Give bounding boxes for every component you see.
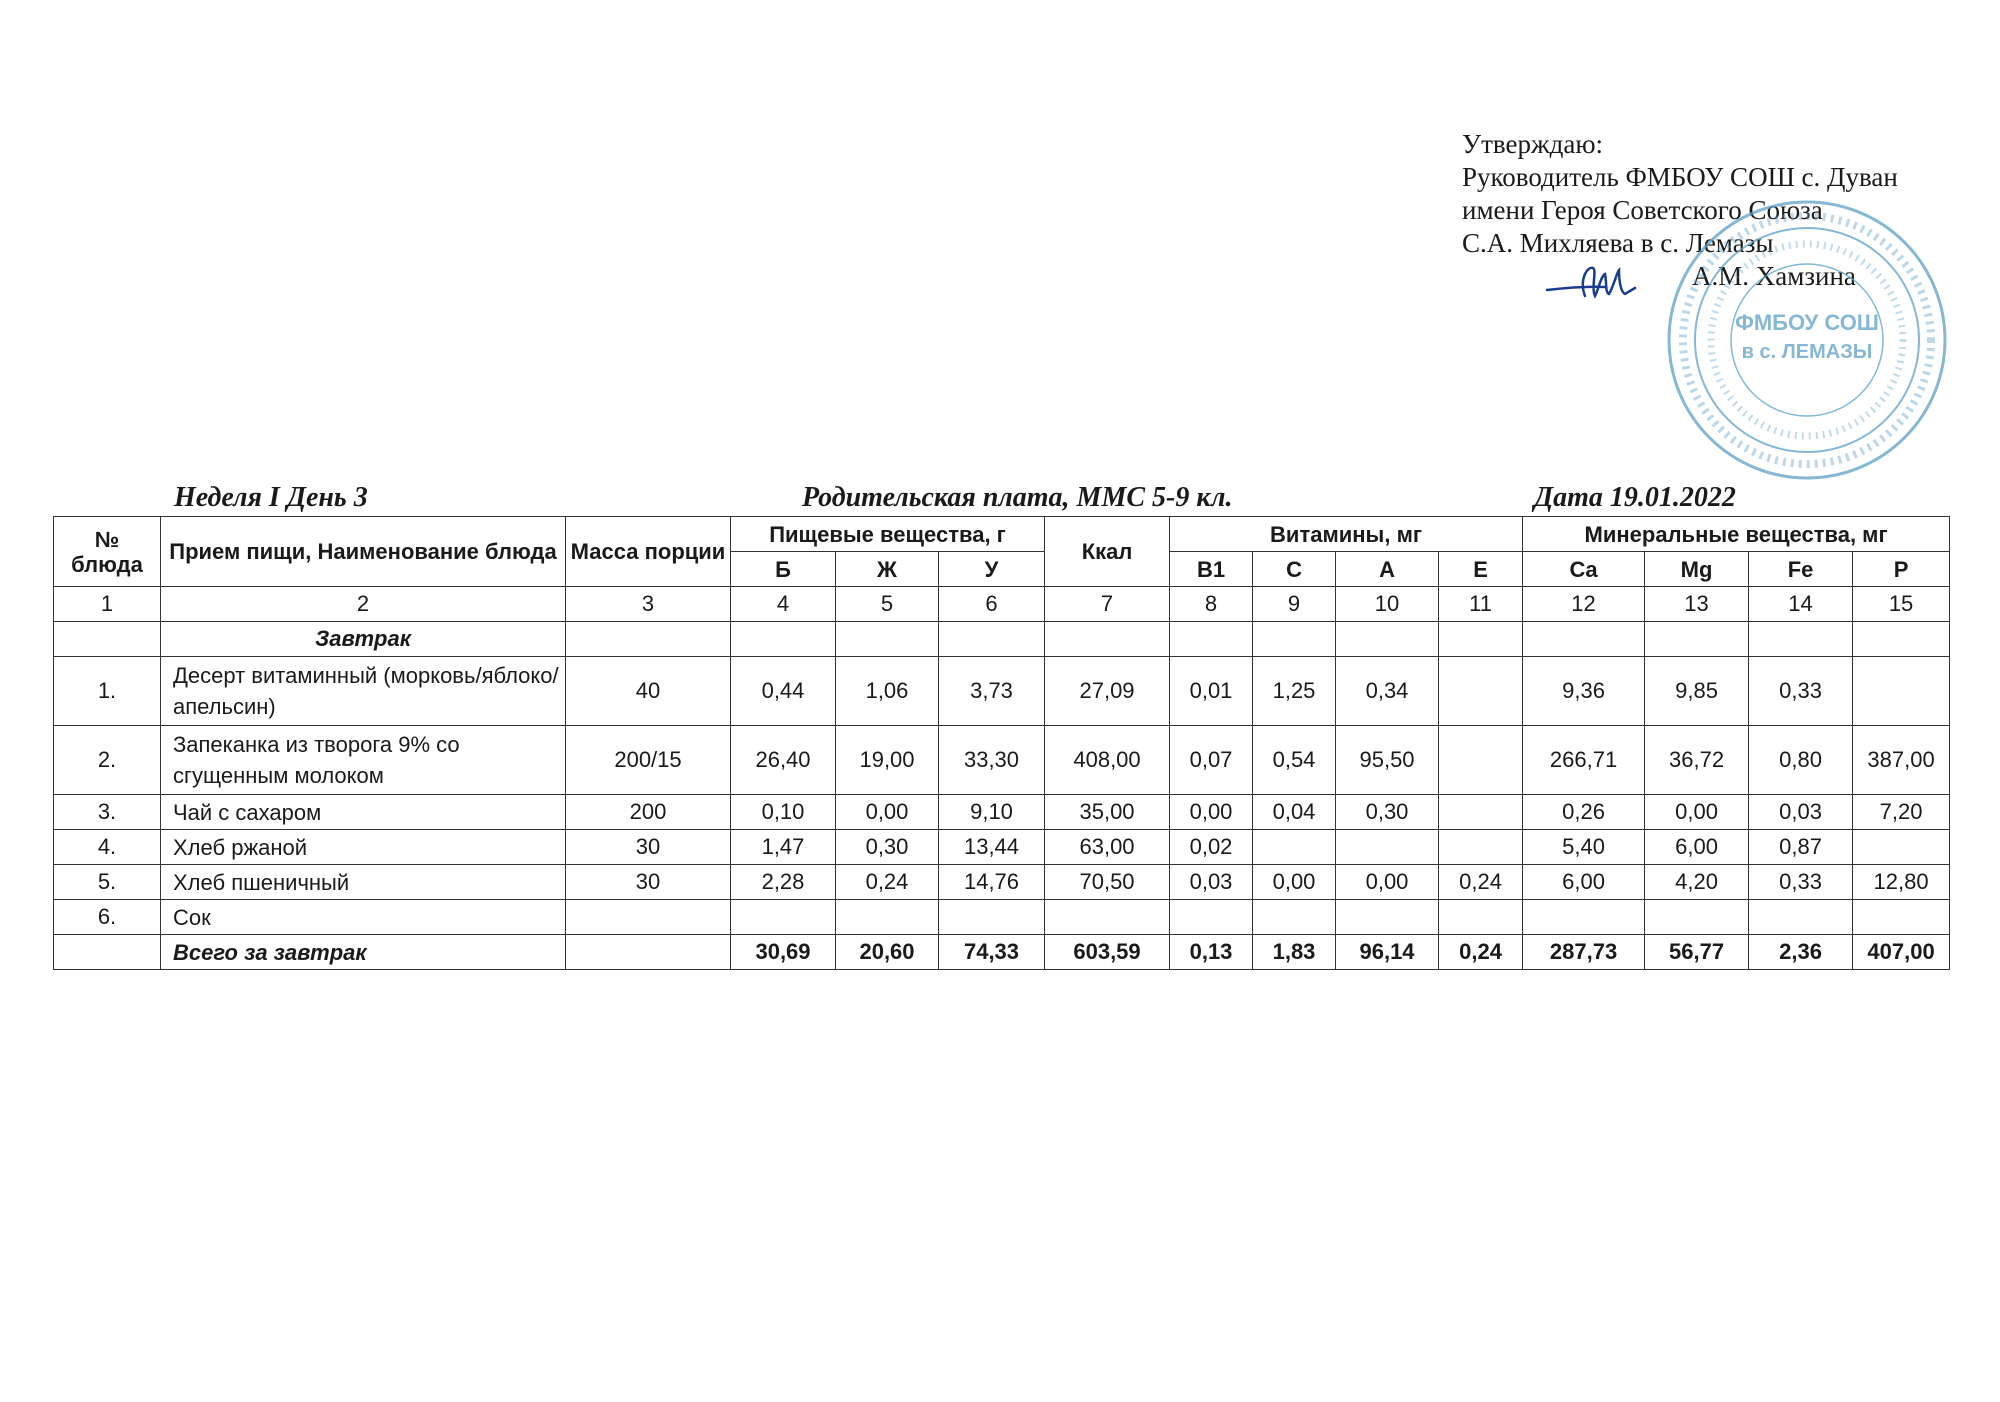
cell-name: Сок xyxy=(161,900,566,935)
cell-u: 3,73 xyxy=(939,657,1045,726)
cell-num: 3. xyxy=(54,795,161,830)
column-number: 4 xyxy=(731,587,836,622)
table-row xyxy=(54,795,1950,830)
subheader-a: A xyxy=(1336,552,1439,587)
cell-zh: 19,00 xyxy=(836,726,939,795)
column-number: 2 xyxy=(161,587,566,622)
cell-p xyxy=(1853,830,1950,865)
subheader-e: E xyxy=(1439,552,1523,587)
cell-b: 1,47 xyxy=(731,830,836,865)
table-row xyxy=(54,900,1950,935)
cell-fe: 2,36 xyxy=(1749,935,1853,970)
subheader-fe: Fe xyxy=(1749,552,1853,587)
cell-num: 6. xyxy=(54,900,161,935)
cell-p: 387,00 xyxy=(1853,726,1950,795)
cell-u: 13,44 xyxy=(939,830,1045,865)
subheader-mg: Mg xyxy=(1645,552,1749,587)
column-number: 12 xyxy=(1523,587,1645,622)
column-numbers-row xyxy=(54,587,1950,622)
cell-e: 0,24 xyxy=(1439,865,1523,900)
cell-b: 0,44 xyxy=(731,657,836,726)
cell-fe: 0,80 xyxy=(1749,726,1853,795)
header-minerals: Минеральные вещества, мг xyxy=(1523,517,1950,552)
cell-kcal xyxy=(1045,900,1170,935)
cell-zh: 0,30 xyxy=(836,830,939,865)
cell-ca: 0,26 xyxy=(1523,795,1645,830)
cell-u: 74,33 xyxy=(939,935,1045,970)
table-row xyxy=(54,830,1950,865)
cell-name: Запеканка из творога 9% со сгущенным молоком xyxy=(161,726,566,795)
approval-position: Руководитель ФМБОУ СОШ с. Дуван xyxy=(1462,162,1898,192)
column-number: 10 xyxy=(1336,587,1439,622)
cell-name: Хлеб пшеничный xyxy=(161,865,566,900)
stamp-text-top: ФМБОУ СОШ xyxy=(1735,310,1879,335)
header-nutrients: Пищевые вещества, г xyxy=(731,517,1045,552)
cell-a xyxy=(1336,900,1439,935)
cell-mg xyxy=(1645,900,1749,935)
date-label: Дата 19.01.2022 xyxy=(1534,482,1736,513)
cell-b1: 0,02 xyxy=(1170,830,1253,865)
cell-fe xyxy=(1749,900,1853,935)
cell-c: 1,25 xyxy=(1253,657,1336,726)
cell-b1: 0,01 xyxy=(1170,657,1253,726)
cell-e xyxy=(1439,657,1523,726)
cell-ca: 287,73 xyxy=(1523,935,1645,970)
column-number: 15 xyxy=(1853,587,1950,622)
cell-c: 0,54 xyxy=(1253,726,1336,795)
meal-type-label: Родительская плата, ММС 5-9 кл. xyxy=(802,482,1233,513)
cell-u xyxy=(939,900,1045,935)
approval-title: Утверждаю: xyxy=(1462,129,1604,159)
cell-a xyxy=(1336,830,1439,865)
column-number: 1 xyxy=(54,587,161,622)
menu-rows xyxy=(54,657,1950,970)
cell-mass: 200/15 xyxy=(566,726,731,795)
cell-kcal: 63,00 xyxy=(1045,830,1170,865)
cell-a: 0,00 xyxy=(1336,865,1439,900)
cell-a: 0,34 xyxy=(1336,657,1439,726)
cell-fe: 0,87 xyxy=(1749,830,1853,865)
approval-signer: А.М. Хамзина xyxy=(1692,261,1856,291)
approval-school-line3: С.А. Михляева в с. Лемазы xyxy=(1462,228,1774,258)
signature-image xyxy=(1545,258,1637,306)
total-row xyxy=(54,935,1950,970)
cell-u: 33,30 xyxy=(939,726,1045,795)
cell-e xyxy=(1439,726,1523,795)
cell-name: Десерт витаминный (морковь/яблоко/апельсин) xyxy=(161,657,566,726)
cell-b: 2,28 xyxy=(731,865,836,900)
cell-a: 95,50 xyxy=(1336,726,1439,795)
cell-kcal: 408,00 xyxy=(1045,726,1170,795)
cell-u: 9,10 xyxy=(939,795,1045,830)
cell-zh: 1,06 xyxy=(836,657,939,726)
cell-c xyxy=(1253,900,1336,935)
cell-p xyxy=(1853,657,1950,726)
cell-b1 xyxy=(1170,900,1253,935)
cell-name: Хлеб ржаной xyxy=(161,830,566,865)
cell-ca xyxy=(1523,900,1645,935)
subheader-ca: Ca xyxy=(1523,552,1645,587)
approval-school-line2: имени Героя Советского Союза xyxy=(1462,195,1823,225)
cell-mg: 4,20 xyxy=(1645,865,1749,900)
cell-num: 5. xyxy=(54,865,161,900)
header-name: Прием пищи, Наименование блюда xyxy=(161,517,566,587)
section-label: Завтрак xyxy=(161,622,566,657)
cell-mg: 9,85 xyxy=(1645,657,1749,726)
cell-b: 30,69 xyxy=(731,935,836,970)
cell-kcal: 27,09 xyxy=(1045,657,1170,726)
cell-b: 0,10 xyxy=(731,795,836,830)
cell-p xyxy=(1853,900,1950,935)
cell-mass: 200 xyxy=(566,795,731,830)
cell-u: 14,76 xyxy=(939,865,1045,900)
cell-mg: 36,72 xyxy=(1645,726,1749,795)
school-stamp xyxy=(1665,198,1949,482)
cell-b: 26,40 xyxy=(731,726,836,795)
column-number: 8 xyxy=(1170,587,1253,622)
cell-kcal: 70,50 xyxy=(1045,865,1170,900)
cell-mg: 56,77 xyxy=(1645,935,1749,970)
cell-kcal: 35,00 xyxy=(1045,795,1170,830)
cell-b1: 0,00 xyxy=(1170,795,1253,830)
column-number: 6 xyxy=(939,587,1045,622)
menu-table xyxy=(53,516,1950,970)
cell-p: 7,20 xyxy=(1853,795,1950,830)
cell-mass: 30 xyxy=(566,830,731,865)
cell-mass xyxy=(566,900,731,935)
table-row xyxy=(54,865,1950,900)
header-row-1 xyxy=(54,517,1950,552)
column-number: 9 xyxy=(1253,587,1336,622)
cell-num: 4. xyxy=(54,830,161,865)
cell-c: 0,00 xyxy=(1253,865,1336,900)
cell-mg: 0,00 xyxy=(1645,795,1749,830)
cell-kcal: 603,59 xyxy=(1045,935,1170,970)
cell-fe: 0,33 xyxy=(1749,657,1853,726)
cell-name: Всего за завтрак xyxy=(161,935,566,970)
cell-e xyxy=(1439,830,1523,865)
cell-zh: 0,00 xyxy=(836,795,939,830)
cell-a: 96,14 xyxy=(1336,935,1439,970)
cell-a: 0,30 xyxy=(1336,795,1439,830)
subheader-b: Б xyxy=(731,552,836,587)
cell-e xyxy=(1439,795,1523,830)
cell-name: Чай с сахаром xyxy=(161,795,566,830)
column-number: 7 xyxy=(1045,587,1170,622)
cell-mass: 40 xyxy=(566,657,731,726)
cell-mass: 30 xyxy=(566,865,731,900)
cell-num xyxy=(54,935,161,970)
subheader-p: P xyxy=(1853,552,1950,587)
cell-fe: 0,33 xyxy=(1749,865,1853,900)
column-number: 13 xyxy=(1645,587,1749,622)
table-row xyxy=(54,726,1950,795)
section-row xyxy=(54,622,1950,657)
subheader-c: C xyxy=(1253,552,1336,587)
cell-b xyxy=(731,900,836,935)
column-number: 11 xyxy=(1439,587,1523,622)
cell-p: 12,80 xyxy=(1853,865,1950,900)
cell-zh xyxy=(836,900,939,935)
stamp-text-bottom: в с. ЛЕМАЗЫ xyxy=(1741,341,1873,363)
cell-c: 0,04 xyxy=(1253,795,1336,830)
cell-e xyxy=(1439,900,1523,935)
cell-ca: 5,40 xyxy=(1523,830,1645,865)
column-number: 5 xyxy=(836,587,939,622)
cell-b1: 0,07 xyxy=(1170,726,1253,795)
cell-ca: 6,00 xyxy=(1523,865,1645,900)
cell-fe: 0,03 xyxy=(1749,795,1853,830)
header-num: № блюда xyxy=(54,517,161,587)
column-number: 14 xyxy=(1749,587,1853,622)
week-day-label: Неделя I День 3 xyxy=(174,482,368,513)
subheader-zh: Ж xyxy=(836,552,939,587)
cell-mass xyxy=(566,935,731,970)
cell-num: 1. xyxy=(54,657,161,726)
header-mass: Масса порции xyxy=(566,517,731,587)
cell-ca: 9,36 xyxy=(1523,657,1645,726)
cell-c: 1,83 xyxy=(1253,935,1336,970)
header-kcal: Ккал xyxy=(1045,517,1170,587)
cell-mg: 6,00 xyxy=(1645,830,1749,865)
cell-zh: 20,60 xyxy=(836,935,939,970)
subheader-u: У xyxy=(939,552,1045,587)
cell-num: 2. xyxy=(54,726,161,795)
cell-ca: 266,71 xyxy=(1523,726,1645,795)
column-number: 3 xyxy=(566,587,731,622)
cell-zh: 0,24 xyxy=(836,865,939,900)
cell-e: 0,24 xyxy=(1439,935,1523,970)
cell-b1: 0,03 xyxy=(1170,865,1253,900)
cell-c xyxy=(1253,830,1336,865)
header-vitamins: Витамины, мг xyxy=(1170,517,1523,552)
table-row xyxy=(54,657,1950,726)
subheader-b1: B1 xyxy=(1170,552,1253,587)
cell-b1: 0,13 xyxy=(1170,935,1253,970)
cell-p: 407,00 xyxy=(1853,935,1950,970)
